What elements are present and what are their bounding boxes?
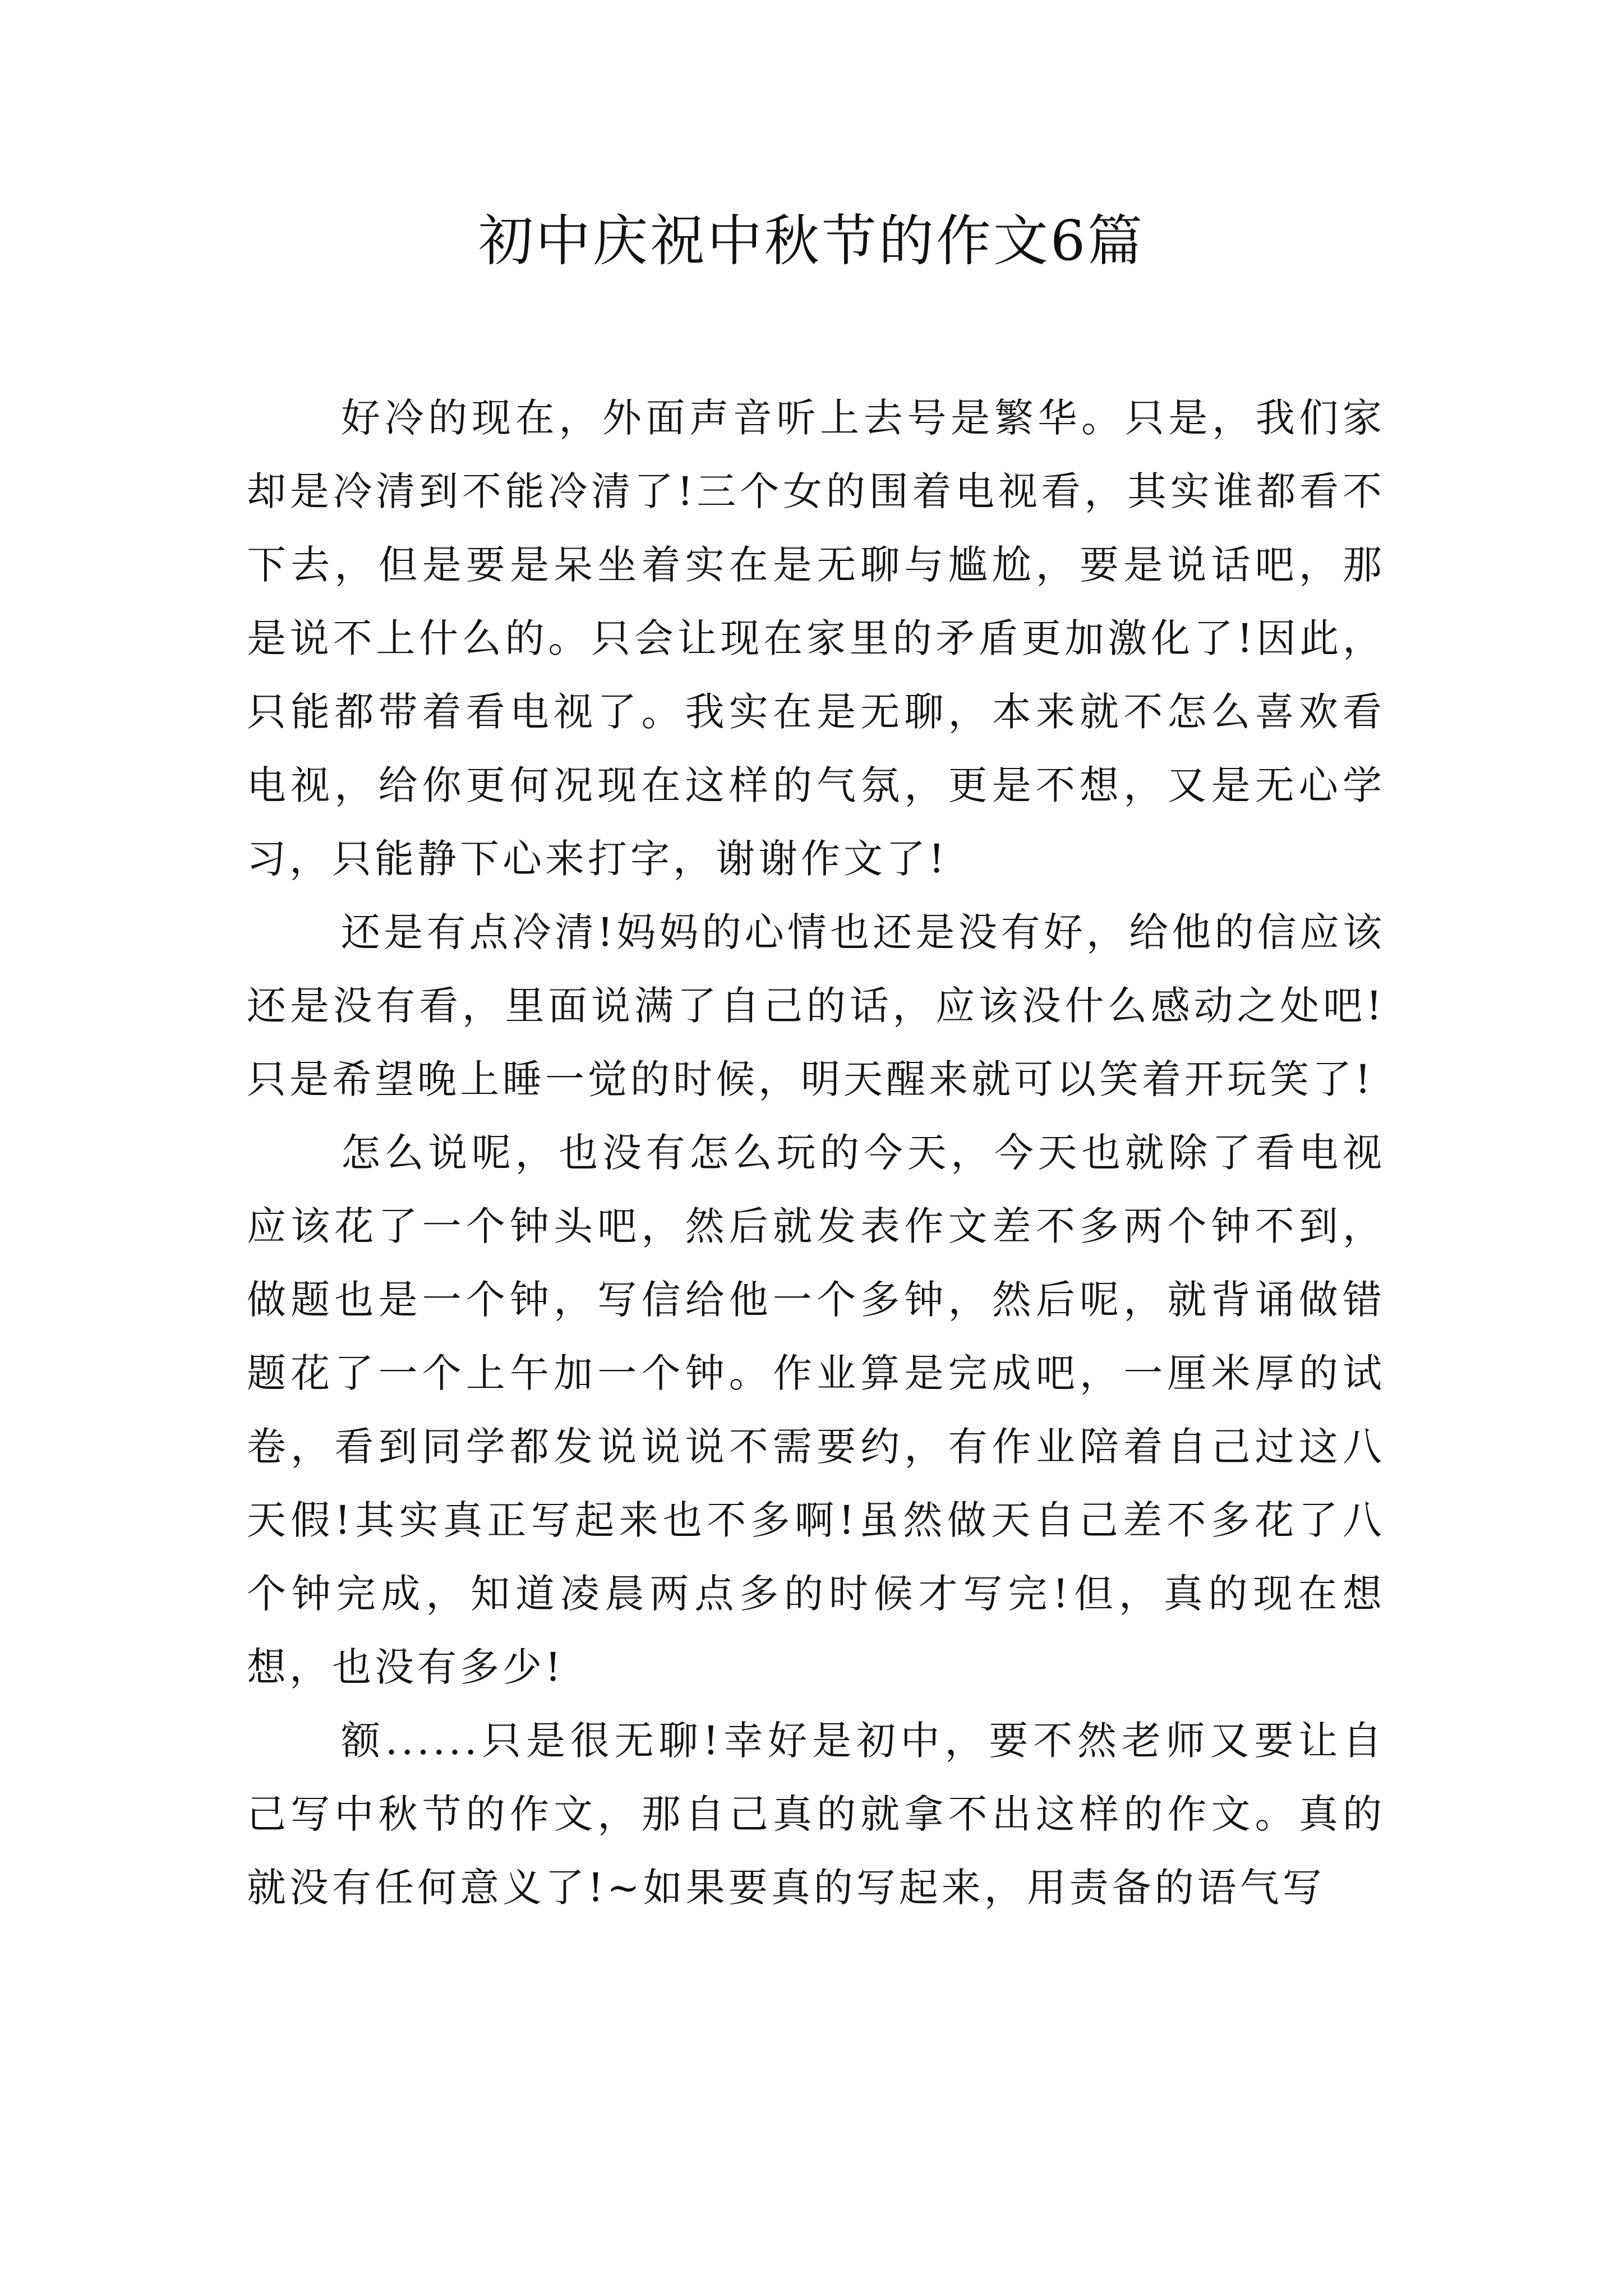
paragraph-3: 怎么说呢，也没有怎么玩的今天，今天也就除了看电视应该花了一个钟头吧，然后就发表作文差不多两个钟不到，做题也是一个钟，写信给他一个多钟，然后呢，就背诵做错题花了一个上午加一个钟。作业算是完成吧，一厘米厚的试卷，看到同学都发说说说不需要约，有作业陪着自己过这八天假!其实真正写起来也不多啊!虽然做天自己差不多花了八个钟完成，知道凌晨两点多的时候才写完!但，真的现在想想，也没有多少! xyxy=(247,1130,1385,1690)
paragraph-2: 还是有点冷清!妈妈的心情也还是没有好，给他的信应该还是没有看，里面说满了自己的话，应该没什么感动之处吧!只是希望晚上睡一觉的时候，明天醒来就可以笑着开玩笑了! xyxy=(247,909,1385,1102)
document-title: 初中庆祝中秋节的作文6篇 xyxy=(478,209,1145,273)
document-body xyxy=(247,381,1385,1925)
paragraph-1: 好冷的现在，外面声音听上去号是繁华。只是，我们家却是冷清到不能冷清了!三个女的围着电视看，其实谁都看不下去，但是要是呆坐着实在是无聊与尴尬，要是说话吧，那是说不上什么的。只会让现在家里的矛盾更加激化了!因此，只能都带着看电视了。我实在是无聊，本来就不怎么喜欢看电视，给你更何况现在这样的气氛，更是不想，又是无心学习，只能静下心来打字，谢谢作文了! xyxy=(247,395,1385,882)
paragraph-4: 额......只是很无聊!幸好是初中，要不然老师又要让自己写中秋节的作文，那自己真的就拿不出这样的作文。真的就没有任何意义了!~如果要真的写起来，用责备的语气写 xyxy=(247,1718,1385,1911)
